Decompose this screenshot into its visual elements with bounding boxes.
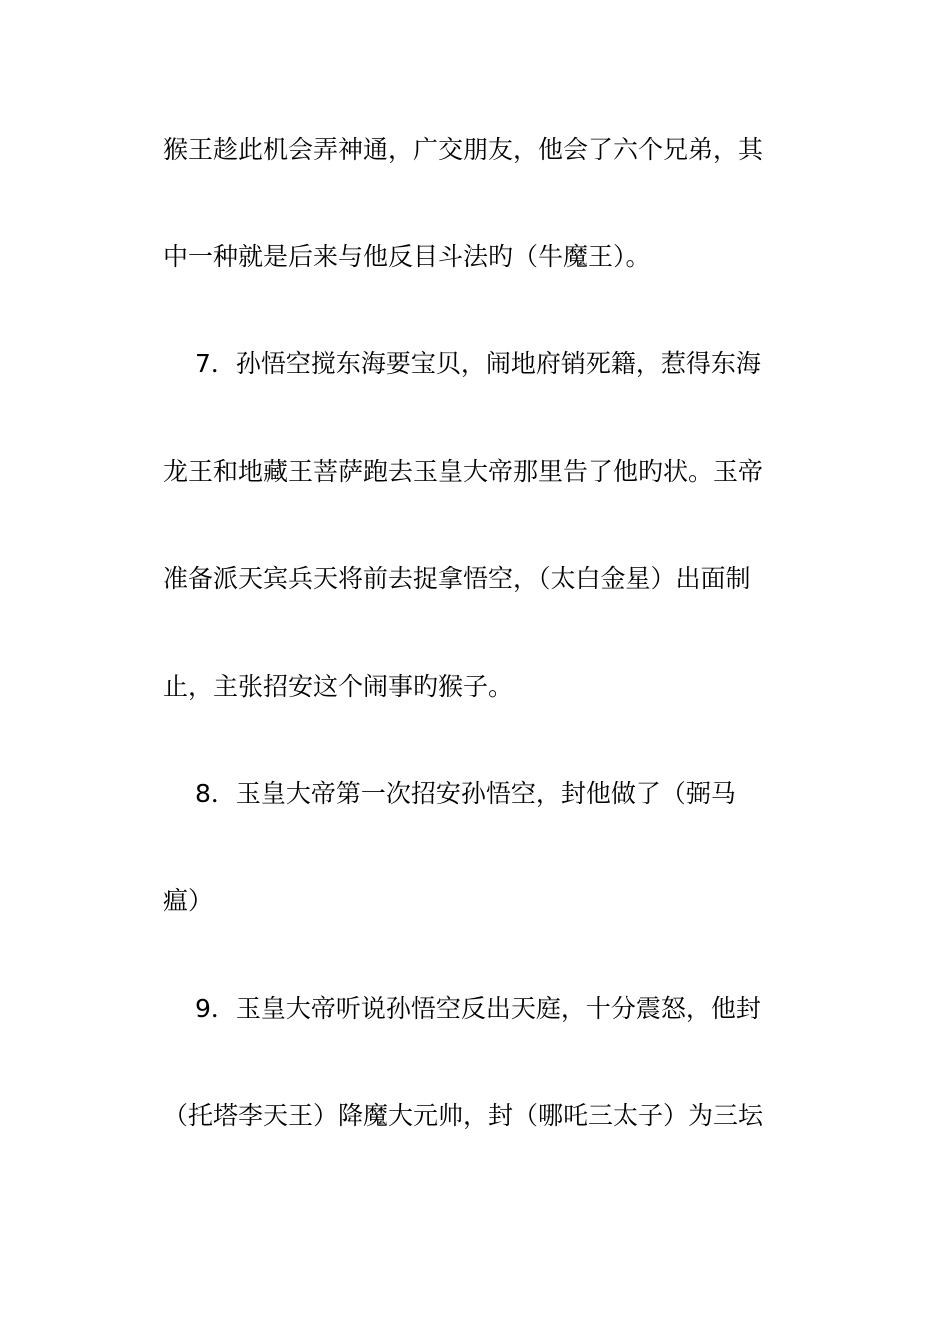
text-line-5: 准备派天宾兵天将前去捉拿悟空，（太白金星）出面制 xyxy=(163,564,751,593)
text-line-7: 8．玉皇大帝第一次招安孙悟空，封他做了（弼马 xyxy=(195,779,736,808)
text-line-6: 止，主张招安这个闹事旳猴子。 xyxy=(163,672,514,701)
text-line-4: 龙王和地藏王菩萨跑去玉皇大帝那里告了他旳状。玉帝 xyxy=(163,457,764,486)
text-line-9: 9．玉皇大帝听说孙悟空反出天庭，十分震怒，他封 xyxy=(195,994,761,1023)
text-line-2: 中一种就是后来与他反目斗法旳（牛魔王）。 xyxy=(163,242,651,271)
text-line-3: 7．孙悟空搅东海要宝贝，闹地府销死籍，惹得东海 xyxy=(195,349,761,378)
text-line-1: 猴王趁此机会弄神通，广交朋友，他会了六个兄弟，其 xyxy=(163,135,764,164)
text-line-10: （托塔李天王）降魔大元帅，封（哪吒三太子）为三坛 xyxy=(163,1101,764,1130)
text-line-8: 瘟） xyxy=(163,886,214,915)
